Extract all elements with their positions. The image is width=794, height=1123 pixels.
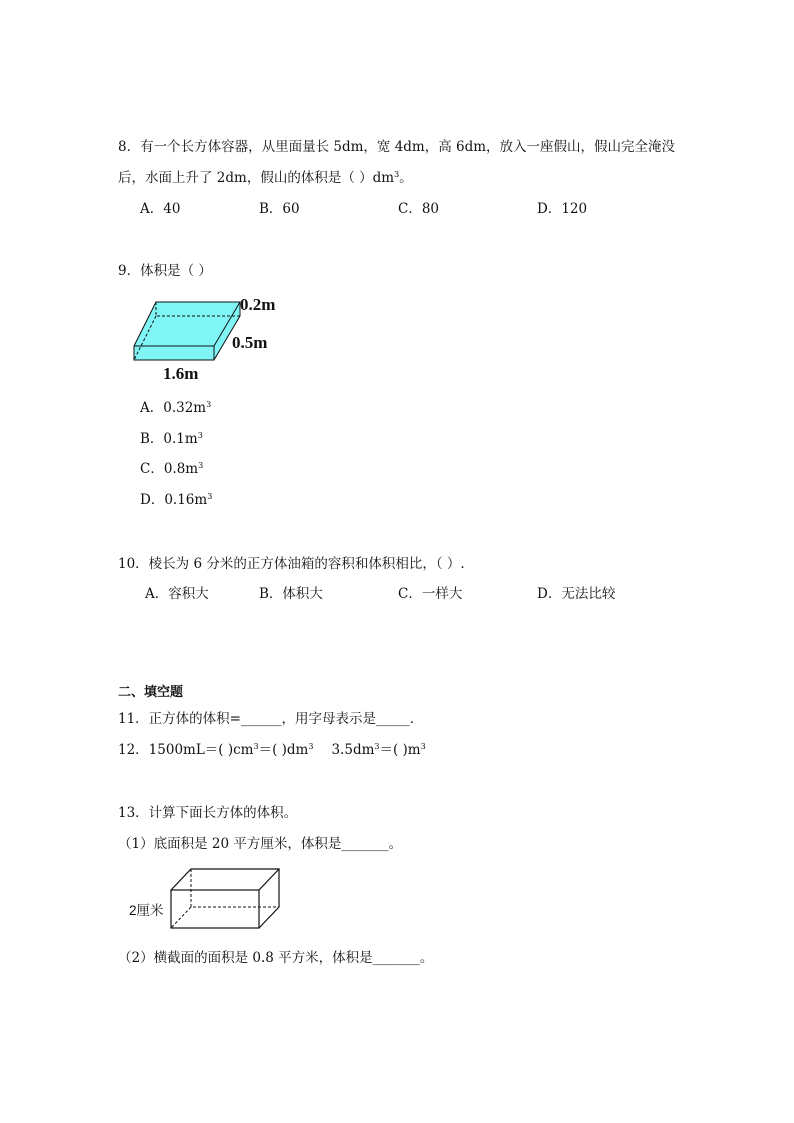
q12-sup1: 3 [253, 742, 259, 751]
q9-label-bottom: 1.6m [163, 364, 199, 383]
section-heading-fill-in: 二、填空题 [118, 685, 184, 700]
q13-stem: 13．计算下面长方体的体积。 [118, 805, 298, 821]
q12-sup3: 3 [374, 742, 380, 751]
cuboid-hidden-diag [171, 907, 191, 928]
q12-line [118, 738, 426, 758]
q10-option-c[interactable]: C．一样大 [398, 586, 463, 602]
q8-line2 [118, 166, 413, 186]
q8-option-b[interactable]: B．60 [259, 201, 300, 217]
q9-option-c-text: C．0.8m [140, 461, 199, 477]
q9-option-a[interactable] [140, 396, 211, 416]
q9-option-d-text: D．0.16m [140, 492, 208, 508]
q9-label-top: 0.2m [240, 295, 276, 314]
q10-option-d[interactable]: D．无法比较 [537, 586, 616, 602]
q9-stem: 9．体积是（ ） [118, 263, 212, 279]
cuboid-fill [134, 302, 240, 360]
q13-figure-label: 2厘米 [129, 903, 164, 918]
q9-option-c[interactable] [140, 457, 203, 477]
cuboid-top [171, 869, 279, 890]
q12-sup2: 3 [308, 742, 314, 751]
q10-stem: 10．棱长为 6 分米的正方体油箱的容积和体积相比，（ ）. [118, 556, 465, 572]
q8-line2-text: 后，水面上升了 2dm，假山的体积是（ ）dm [118, 170, 395, 186]
q8-line1: 8．有一个长方体容器，从里面量长 5dm，宽 4dm，高 6dm，放入一座假山，假山完全淹没 [118, 139, 676, 155]
q9-label-right: 0.5m [232, 333, 268, 352]
q9-option-d-sup: 3 [207, 492, 213, 501]
cuboid-right [259, 869, 279, 928]
q8-line2-end: 。 [399, 170, 413, 186]
q8-line2-sup: 3 [394, 170, 400, 179]
q9-option-d[interactable] [140, 488, 212, 508]
q12-part2: ＝( )dm [258, 742, 309, 758]
q11-text: 11．正方体的体积=______，用字母表示是_____． [118, 711, 424, 727]
q13-cuboid-figure [165, 864, 290, 934]
q10-option-a[interactable]: A．容积大 [145, 586, 209, 602]
cuboid-hidden [191, 869, 279, 907]
q9-option-b-text: B．0.1m [140, 431, 198, 447]
q13-sub2: （2）横截面的面积是 0.8 平方米，体积是_______。 [118, 950, 434, 966]
q8-option-d[interactable]: D．120 [537, 201, 588, 217]
q9-option-a-text: A．0.32m [140, 400, 207, 416]
q12-part3: 3.5dm [331, 742, 375, 758]
q12-part1: 12．1500mL＝( )cm [118, 742, 254, 758]
cuboid-front [171, 890, 259, 928]
q13-sub1: （1）底面积是 20 平方厘米，体积是_______。 [118, 836, 403, 852]
q9-option-c-sup: 3 [198, 461, 204, 470]
q12-part4: ＝( )m [379, 742, 421, 758]
q9-option-b-sup: 3 [197, 431, 203, 440]
q9-option-b[interactable] [140, 427, 203, 447]
q8-option-a[interactable]: A．40 [140, 201, 181, 217]
q12-sup4: 3 [420, 742, 426, 751]
q10-option-b[interactable]: B．体积大 [259, 586, 323, 602]
q8-option-c[interactable]: C．80 [398, 201, 440, 217]
q9-option-a-sup: 3 [206, 400, 212, 409]
